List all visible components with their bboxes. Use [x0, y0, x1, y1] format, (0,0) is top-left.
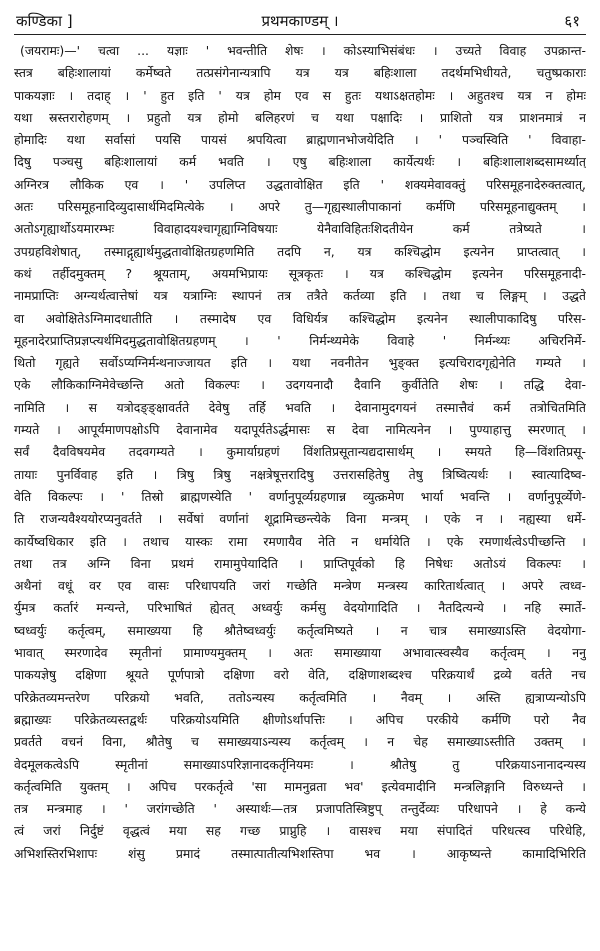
text-line: ब्रह्माख्यः परिक्रेतव्यस्तद्वर्थः परिक्रयोऽयमिति क्षीणोऽर्थापत्तिः । अपिच परकीये कर्मणि परो नैव	[14, 711, 586, 727]
text-line: अथैनां वधूं वर एव वासः परिधापयति जरां गच्छेति मन्त्रेण मन्त्रस्य कारितार्थत्वात् । अपरे त्वध्व-	[14, 578, 586, 594]
text-line: तत्र मन्त्रमाह । ' जरांगच्छेति ' अस्यार्थः—तत्र प्रजापतिस्त्रिष्टुप् तन्तुर्देव्यः परिधापने । हे कन्ये	[14, 801, 586, 817]
commentary-text	[14, 40, 586, 910]
section-label: कण्डिका ]	[16, 12, 73, 30]
text-line: नामप्राप्तिः अग्न्यर्थत्वात्तेषां यत्र यत्राग्निः स्थापनं तत्र तत्रैते कर्तव्या इति । तथा च लिङ्गम् । उद्धते	[14, 288, 586, 304]
text-line: दिषु पञ्चसु बहिःशालायां कर्म भवति । एषु बहिःशाला कार्येत्यर्थः । बहिःशालाशब्दसामर्थ्यात्	[14, 154, 586, 170]
text-line: परिक्रेतव्यमन्तरेण परिक्रयो भवति, ततोऽन्यस्य कर्तृत्वमिति । नैवम् । अस्ति ह्यत्राप्यन्योऽपि	[14, 689, 586, 705]
text-line: कार्येष्वधिकार इति । तथाच यास्कः रामा रमणायैव नेति न धर्मायेति । एके रमणार्थत्वेऽपीच्छन्ति ।	[14, 533, 586, 549]
text-line: तायाः पुनर्विवाह इति । त्रिषु त्रिषु नक्षत्रेषूत्तरादिषु उत्तरासहितेषु तेषु त्रिष्वित्यर्थः । स्वात्यादिष्व-	[14, 466, 586, 482]
text-line: कथं तर्हीदमुक्तम् ? श्रूयताम्, अयमभिप्रायः सूत्रकृतः । यत्र कश्चिद्धोम इत्यनेन परिसमूहनादी-	[14, 265, 586, 281]
running-title: प्रथमकाण्डम् ।	[261, 12, 339, 30]
text-line: नामिति । स यत्रोदङ्ङ्क्षावर्तते देवेषु तर्हि भवति । देवानामुदगयनं तस्मात्तैवं कर्म तत्रोचितमिति	[14, 399, 586, 415]
page-header	[14, 8, 586, 34]
header-rule	[14, 34, 586, 35]
text-line: सर्वं दैवविषयमेव तदवगम्यते । कुमार्याग्रहणं विंशतिप्रसूतान्यद्यदासार्थम् । स्मयते हि—विंशतिप्रसू-	[14, 444, 586, 460]
text-line: होमादिः यथा सर्वासां पयसि पायसं श्रपयित्वा ब्राह्मणानभोजयेदिति । ' पञ्चस्विति ' विवाहा-	[14, 132, 586, 148]
text-line	[14, 865, 586, 887]
text-line: अतः परिसमूहनादिव्युदासार्थमिदमित्येके । अपरे तु—गृह्यस्थालीपाकानां कर्मणि परिसमूहनाद्युक्तम् ।	[14, 199, 586, 215]
text-line: ति राजन्यवैश्ययोरप्यनुवर्तते । सर्वेषां वर्णानां शूद्रामिच्छन्त्येके विना मन्त्रम् । एके न । नह्यस्या धर्मे-	[14, 511, 586, 527]
text-line	[14, 887, 586, 909]
text-line: वा अवोक्षितेऽग्निमादधातीति । तस्मादेष एव विधिर्यत्र कश्चिद्धोम इत्यनेन स्थालीपाकादिषु परिस-	[14, 310, 586, 326]
text-line: यथा स्रस्तरारोहणम् । प्रहुतो यत्र होमो बलिहरणं च यथा पक्षादिः । प्राशितो यत्र प्राशनमात्रं न	[14, 109, 586, 125]
text-line: कर्तृत्वमिति युक्तम् । अपिच परकर्तृत्वे 'सा मामनुव्रता भव' इत्येवमादीनि मन्त्रलिङ्गानि विरुध्यन्ते ।	[14, 778, 586, 794]
text-line: र्युमत्र कर्तारं मन्यन्ते, परिभाषितं ह्येतत् अध्वर्युः कर्मसु वेदयोगादिति । नैतदित्यन्ये । नहि स्मार्ते-	[14, 600, 586, 616]
text-line: स्तत्र बहिःशालायां कर्मेष्वते तत्प्रसंगेनान्यत्रापि यत्र यत्र बहिःशाला तदर्थमभिधीयते, चतुष्प्रकाराः	[14, 65, 586, 81]
text-line: पाकयज्ञाः । तदाह् । ' हुत इति ' यत्र होम एव स हुतः यथाऽक्षतहोमः । अहुतश्च यत्र न होमः	[14, 87, 586, 103]
text-line: अभिशस्तिरभिशापः शंसु प्रमादं तस्मात्पातीत्यभिशस्तिपा भव । आकृष्यन्ते कामादिभिरिति	[14, 845, 586, 861]
page-number: ६१	[564, 12, 580, 30]
text-line: गम्यते । आपूर्यमाणपक्षोऽपि देवानामेव यदापूर्यतेऽर्द्धमासः स देवा नामित्यनेन । पुण्याहात्तु स्मरणात् ।	[14, 422, 586, 438]
text-line: वेदमूलकत्वेऽपि स्मृतीनां समाख्याऽपरिज्ञानादकर्तृनियमः । श्रौतेषु तु परिक्रयाऽनानादन्यस्य	[14, 756, 586, 772]
text-line: एके लौकिकाग्निमेवेच्छन्ति अतो विकल्पः । उदगयनादौ दैवानि कुर्वीतेति शेषः । तद्धि देवा-	[14, 377, 586, 393]
text-line: त्वं जरां निर्दुष्टं वृद्धत्वं मया सह गच्छ प्राप्नुहि । वासश्च मया संपादितं परिधत्स्व परिधेहि,	[14, 823, 586, 839]
text-line: उपग्रहविशेषात्, तस्माद्गृह्यार्थमुद्धतावोक्षितग्रहणमिति तदपि न, यत्र कश्चिद्धोम इत्यनेन प्राप्तत्वात् ।	[14, 243, 586, 259]
text-line: थितो गृह्यते सर्वोऽप्यग्निर्मन्थनाज्जायत इति । यथा नवनीतेन भुङ्क्त इत्यचिरादगृह्येनेति गम्यते ।	[14, 355, 586, 371]
text-line: ष्वध्वर्युः कर्तृत्वम्, समाख्यया हि श्रौतेष्वध्वर्युः कर्तृत्वमिष्यते । न चात्र समाख्याऽस्ति वेदयोगा-	[14, 622, 586, 638]
text-line: भावात् स्मरणादेव स्मृतीनां प्रामाण्यमुक्तम् । अतः समाख्याया अभावात्स्वस्यैव कर्तृत्वम् । ननु	[14, 645, 586, 661]
text-line: अग्निरत्र लौकिक एव । ' उपलिप्त उद्धतावोक्षित इति ' शक्यमेवावक्तुं परिसमूहनादेरुक्तत्वात्,	[14, 176, 586, 192]
text-line: तथा तत्र अग्नि विना प्रथमं रामामुपेयादिति । प्राप्तिपूर्वको हि निषेधः अतोऽयं विकल्पः ।	[14, 555, 586, 571]
text-line: वेति विकल्पः । ' तिस्रो ब्राह्मणस्येति ' वर्णानुपूर्व्यग्रहणान्न व्युत्क्रमेण भार्या भवन्ति । वर्णानुपूर्व्येणे-	[14, 488, 586, 504]
text-line: मूहनादेरप्राप्तिप्रज्ञप्त्यर्थमिदमुद्धतावोक्षितग्रहणम् । ' निर्मन्थ्यमेके विवाहे ' निर्मन्थ्यः अचिरनिर्मे-	[14, 332, 586, 348]
text-line: पाकयज्ञेषु दक्षिणा श्रूयते पूर्णपात्रो दक्षिणा वरो वेति, दक्षिणाशब्दश्च परिक्रयार्थं द्रव्ये वर्तते नच	[14, 667, 586, 683]
text-line: प्रवर्तते वचनं विना, श्रौतेषु च समाख्ययाऽन्यस्य कर्तृत्वम् । न चेह समाख्याऽस्तीति उक्तम् ।	[14, 734, 586, 750]
text-line: (जयरामः)—' चत्वा ... यज्ञाः ' भवन्तीति शेषः । कोऽस्याभिसंबंधः । उच्यते विवाह उपक्रान्त-	[20, 43, 586, 58]
text-line: अतोऽगृह्यार्थोऽयमारम्भः विवाहादयश्चागृह्याग्निविषयाः येनैवाविहितःशिदतीयेन कर्म तत्रेष्यते ।	[14, 221, 586, 237]
